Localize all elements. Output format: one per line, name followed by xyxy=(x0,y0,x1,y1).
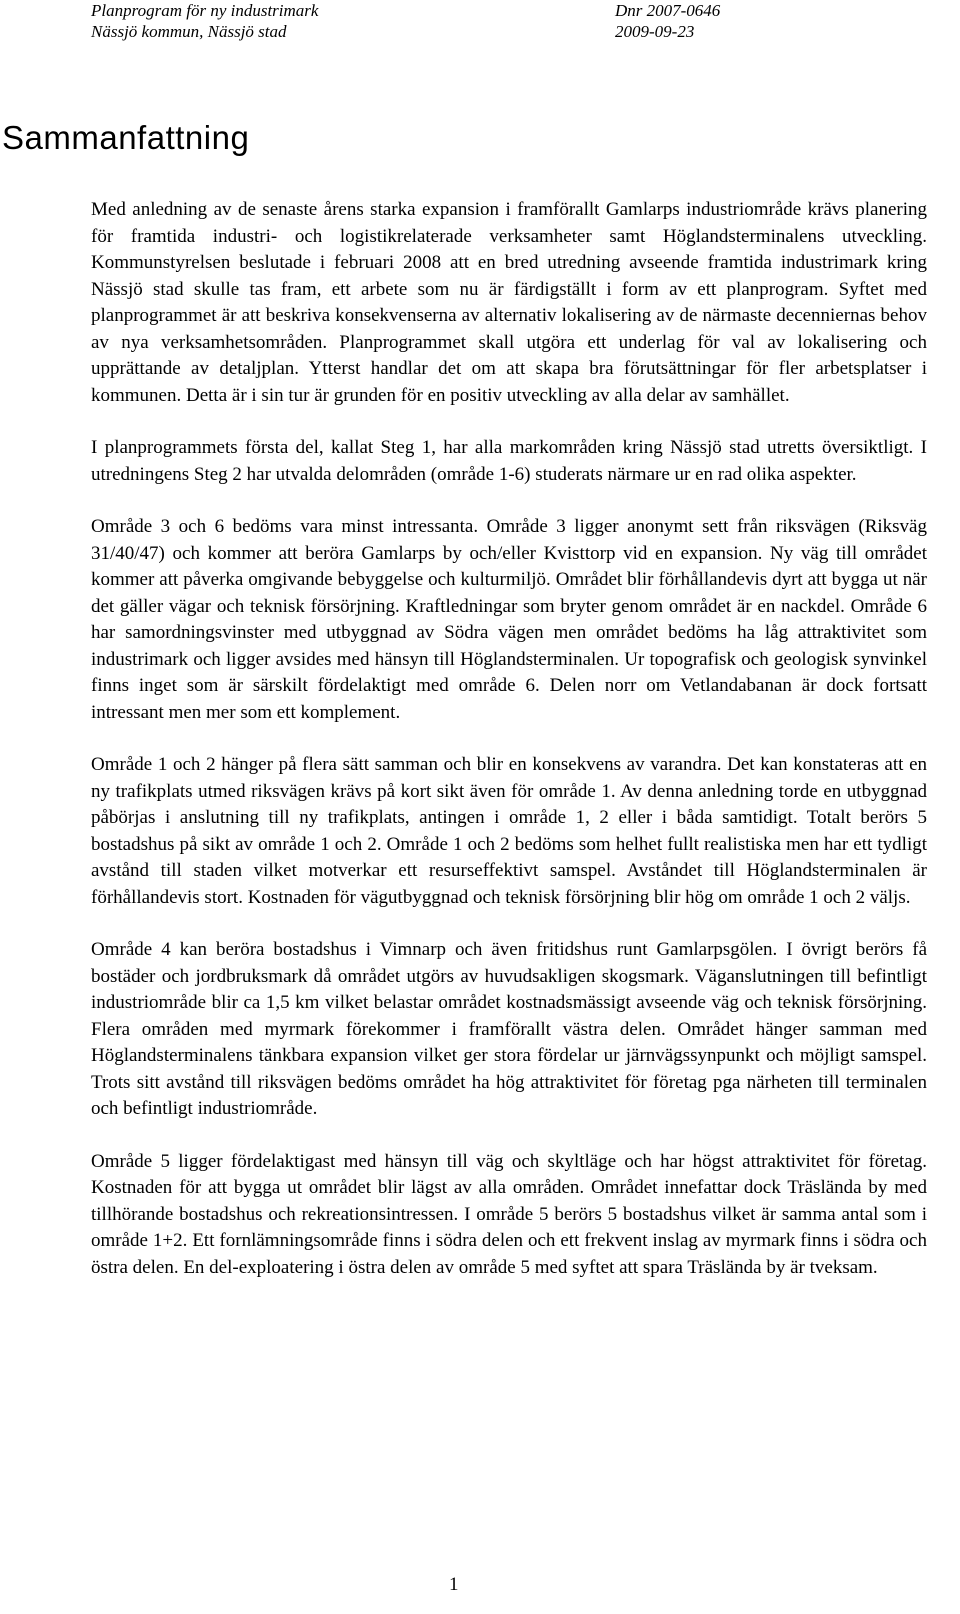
body-text xyxy=(91,197,927,1307)
header-document-title: Planprogram för ny industrimark xyxy=(91,1,319,20)
paragraph-areas-1-and-2: Område 1 och 2 hänger på flera sätt samman och blir en konsekvens av varandra. Det kan konstateras att en ny trafikplats utmed riksvägen krävs på kort sikt även för område 1. Av denna anledning torde en utbyggnad påbörjas i anslutning till ny trafikplats, antingen i område 1, 2 eller i båda samtidigt. Totalt berörs 5 bostadshus på sikt av område 1 och 2. Område 1 och 2 bedöms som helhet fullt realistiska men har ett tydligt avstånd till staden vilket motverkar ett resurseffektivt samspel. Avståndet till Höglandsterminalen är förhållandevis stort. Kostnaden för vägutbyggnad och teknisk försörjning blir hög om område 1 och 2 väljs. xyxy=(91,754,927,908)
header-municipality: Nässjö kommun, Nässjö stad xyxy=(91,22,287,41)
header-date: 2009-09-23 xyxy=(615,22,695,41)
page-number: 1 xyxy=(449,1574,459,1595)
section-heading: Sammanfattning xyxy=(2,119,250,156)
paragraph-areas-3-and-6: Område 3 och 6 bedöms vara minst intressanta. Område 3 ligger anonymt sett från riksvägen (Riksväg 31/40/47) och kommer att beröra Gamlarps by och/eller Kvisttorp vid en expansion. Ny väg till området kommer att påverka omgivande bebyggelse och kulturmiljö. Området blir förhållandevis dyrt att bygga ut när det gäller vägar och teknisk försörjning. Kraftledningar som bryter genom området är en nackdel. Område 6 har samordningsvinster med utbyggnad av Södra vägen men området bedöms ha låg attraktivitet som industrimark och ligger avsides med hänsyn till Höglandsterminalen. Ur topografisk och geologisk synvinkel finns inget som är särskilt fördelaktigt med område 6. Delen norr om Vetlandabanan är dock fortsatt intressant men mer som ett komplement. xyxy=(91,516,927,723)
paragraph-area-4: Område 4 kan beröra bostadshus i Vimnarp och även fritidshus runt Gamlarpsgölen. I övrigt berörs få bostäder och jordbruksmark då området utgörs av huvudsakligen skogsmark. Väganslutningen till befintligt industriområde blir ca 1,5 km vilket belastar området kostnadsmässigt avseende väg och teknisk försörjning. Flera områden med myrmark förekommer i framförallt västra delen. Området hänger samman med Höglandsterminalens tänkbara expansion vilket ger stora fördelar ur järnvägssynpunkt och möjligt samspel. Trots sitt avstånd till riksvägen bedöms området ha hög attraktivitet för företag pga närheten till terminalen och befintligt industriområde. xyxy=(91,939,927,1119)
paragraph-method: I planprogrammets första del, kallat Steg 1, har alla markområden kring Nässjö stad utretts översiktligt. I utredningens Steg 2 har utvalda delområden (område 1-6) studerats närmare ur en rad olika aspekter. xyxy=(91,437,927,485)
header-registration-number: Dnr 2007-0646 xyxy=(615,1,721,20)
page-header xyxy=(0,0,960,50)
paragraph-background: Med anledning av de senaste årens starka expansion i framförallt Gamlarps industriområde krävs planering för framtida industri- och logistikrelaterade verksamheter samt Höglandsterminalens utveckling. Kommunstyrelsen beslutade i februari 2008 att en bred utredning avseende framtida industrimark kring Nässjö stad skulle tas fram, ett arbete som nu är färdigställt i form av ett planprogram. Syftet med planprogrammet är att beskriva konsekvenserna av alternativ lokalisering av de närmaste decenniernas behov av nya verksamhetsområden. Planprogrammet skall utgöra ett underlag för val av lokalisering och upprättande av detaljplan. Ytterst handlar det om att skapa bra förutsättningar för fler arbetsplatser i kommunen. Detta är i sin tur är grunden för en positiv utveckling av alla delar av samhället. xyxy=(91,199,927,406)
paragraph-area-5: Område 5 ligger fördelaktigast med hänsyn till väg och skyltläge och har högst attraktivitet för företag. Kostnaden för att bygga ut området blir lägst av alla områden. Området innefattar dock Träslända by med tillhörande bostadshus och rekreationsintressen. I område 5 berörs 5 bostadshus vilket är samma antal som i område 1+2. Ett fornlämningsområde finns i södra delen och ett frekvent inslag av myrmark finns i södra och östra delen. En del-exploatering i östra delen av område 5 med syftet att spara Träslända by är tveksam. xyxy=(91,1150,927,1278)
